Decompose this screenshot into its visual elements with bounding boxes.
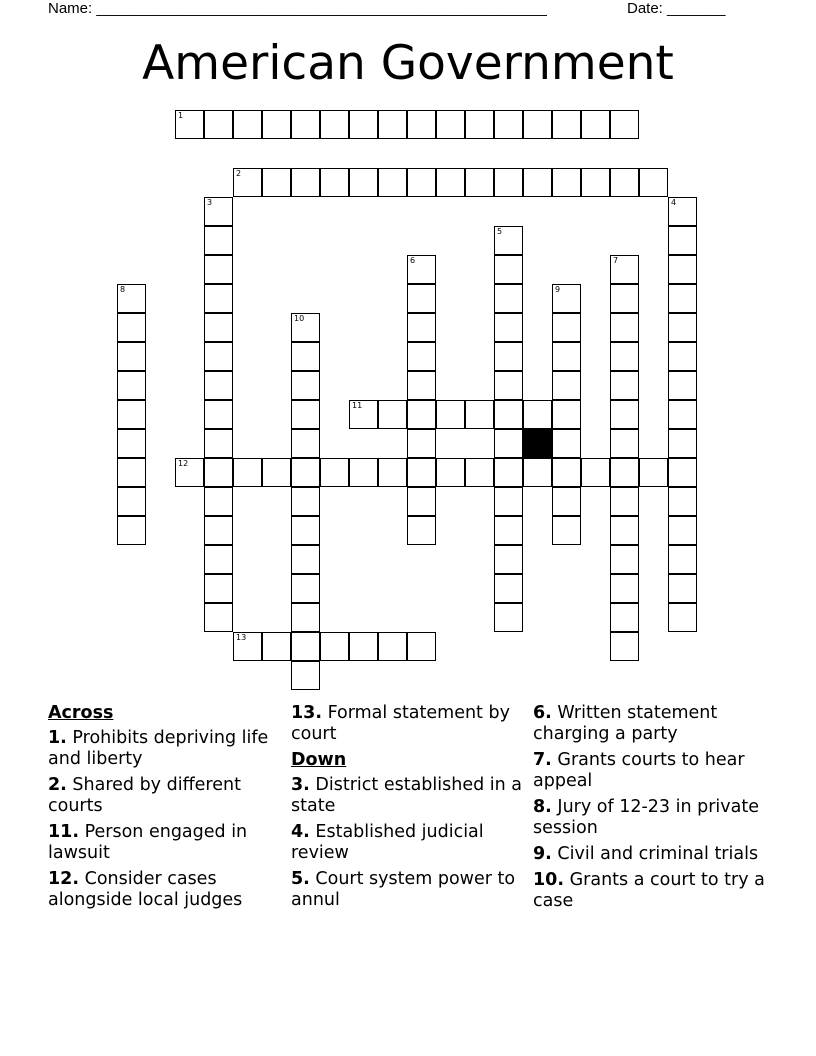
clue-text: Grants courts to hear appeal [533, 750, 745, 791]
grid-cell[interactable] [610, 516, 639, 545]
grid-cell[interactable] [204, 400, 233, 429]
grid-cell[interactable] [378, 168, 407, 197]
grid-cell[interactable] [204, 226, 233, 255]
grid-cell[interactable] [465, 458, 494, 487]
clue-column-2 [291, 703, 526, 916]
grid-cell[interactable] [523, 458, 552, 487]
cell-number: 4 [671, 198, 677, 207]
grid-cell[interactable] [291, 110, 320, 139]
grid-cell[interactable] [494, 110, 523, 139]
grid-cell[interactable] [552, 313, 581, 342]
grid-cell[interactable] [668, 487, 697, 516]
clue-number: 10. [533, 870, 565, 890]
cell-number: 10 [294, 314, 305, 323]
grid-cell[interactable] [117, 458, 146, 487]
grid-cell[interactable] [117, 400, 146, 429]
grid-cell[interactable] [668, 197, 697, 226]
grid-cell[interactable] [291, 429, 320, 458]
grid-cell[interactable] [291, 313, 320, 342]
clue-text: Civil and criminal trials [557, 844, 759, 864]
grid-cell[interactable] [494, 574, 523, 603]
grid-cell[interactable] [668, 255, 697, 284]
grid-cell[interactable] [349, 168, 378, 197]
clue-down-8 [533, 797, 768, 839]
grid-cell[interactable] [291, 603, 320, 632]
grid-cell[interactable] [262, 168, 291, 197]
clue-text: Court system power to annul [291, 869, 516, 910]
grid-cell[interactable] [610, 371, 639, 400]
grid-cell[interactable] [494, 487, 523, 516]
grid-cell[interactable] [610, 574, 639, 603]
grid-cell[interactable] [407, 371, 436, 400]
grid-cell[interactable] [610, 603, 639, 632]
grid-cell[interactable] [436, 110, 465, 139]
clue-number: 4. [291, 822, 310, 842]
grid-cell[interactable] [610, 545, 639, 574]
clue-text: Prohibits depriving life and liberty [48, 728, 269, 769]
grid-cell[interactable] [233, 110, 262, 139]
grid-cell[interactable] [610, 313, 639, 342]
clue-number: 5. [291, 869, 310, 889]
grid-cell[interactable] [407, 284, 436, 313]
clue-number: 3. [291, 775, 310, 795]
clue-text: Grants a court to try a case [533, 870, 765, 911]
grid-cell[interactable] [610, 110, 639, 139]
cell-number: 6 [410, 256, 416, 265]
clue-column-3 [533, 703, 768, 917]
grid-cell[interactable] [668, 574, 697, 603]
grid-cell[interactable] [552, 400, 581, 429]
grid-cell[interactable] [378, 632, 407, 661]
clue-text: Established judicial review [291, 822, 484, 863]
clue-number: 1. [48, 728, 67, 748]
grid-cell[interactable] [581, 168, 610, 197]
grid-cell[interactable] [494, 458, 523, 487]
clue-text: Formal statement by court [291, 703, 510, 744]
grid-cell[interactable] [610, 168, 639, 197]
grid-cell[interactable] [552, 168, 581, 197]
grid-cell[interactable] [233, 168, 262, 197]
grid-cell[interactable] [610, 284, 639, 313]
clue-across-12 [48, 869, 283, 911]
grid-cell[interactable] [494, 313, 523, 342]
grid-cell[interactable] [407, 168, 436, 197]
grid-cell[interactable] [262, 632, 291, 661]
clue-across-13 [291, 703, 526, 745]
grid-cell[interactable] [117, 429, 146, 458]
grid-cell[interactable] [552, 516, 581, 545]
grid-cell[interactable] [407, 516, 436, 545]
grid-cell[interactable] [552, 342, 581, 371]
grid-cell[interactable] [668, 545, 697, 574]
grid-cell[interactable] [552, 458, 581, 487]
grid-cell[interactable] [494, 342, 523, 371]
grid-cell[interactable] [465, 168, 494, 197]
grid-cell[interactable] [494, 545, 523, 574]
clue-down-4 [291, 822, 526, 864]
clue-number: 8. [533, 797, 552, 817]
clue-text: District established in a state [291, 775, 523, 816]
clue-across-1 [48, 728, 283, 770]
grid-cell[interactable] [233, 632, 262, 661]
clue-number: 13. [291, 703, 323, 723]
grid-cell[interactable] [117, 487, 146, 516]
cell-number: 7 [613, 256, 619, 265]
grid-cell[interactable] [378, 400, 407, 429]
grid-cell[interactable] [204, 487, 233, 516]
grid-cell[interactable] [407, 632, 436, 661]
grid-cell[interactable] [668, 313, 697, 342]
grid-cell[interactable] [291, 661, 320, 690]
cell-number: 3 [207, 198, 213, 207]
grid-cell[interactable] [523, 168, 552, 197]
grid-cell[interactable] [494, 284, 523, 313]
cell-number: 13 [236, 633, 247, 642]
grid-cell[interactable] [291, 400, 320, 429]
name-field[interactable]: Name: ______________________________________________________ [48, 0, 547, 17]
grid-cell[interactable] [668, 458, 697, 487]
grid-cell[interactable] [668, 342, 697, 371]
grid-cell[interactable] [639, 168, 668, 197]
grid-cell[interactable] [291, 632, 320, 661]
grid-cell[interactable] [668, 603, 697, 632]
clue-across-2 [48, 775, 283, 817]
grid-cell[interactable] [291, 371, 320, 400]
page-title: American Government [142, 36, 674, 91]
grid-cell[interactable] [668, 284, 697, 313]
grid-cell[interactable] [668, 429, 697, 458]
grid-cell[interactable] [610, 632, 639, 661]
clue-number: 9. [533, 844, 552, 864]
cell-number: 11 [352, 401, 363, 410]
grid-cell[interactable] [552, 487, 581, 516]
grid-cell[interactable] [378, 458, 407, 487]
grid-cell[interactable] [117, 516, 146, 545]
clue-number: 7. [533, 750, 552, 770]
clue-text: Consider cases alongside local judges [48, 869, 243, 910]
cell-number: 1 [178, 111, 184, 120]
grid-cell[interactable] [494, 226, 523, 255]
grid-cell[interactable] [204, 429, 233, 458]
clue-number: 11. [48, 822, 80, 842]
grid-cell[interactable] [349, 400, 378, 429]
grid-cell[interactable] [668, 226, 697, 255]
grid-cell[interactable] [523, 110, 552, 139]
grid-cell[interactable] [117, 342, 146, 371]
grid-cell[interactable] [117, 371, 146, 400]
grid-cell[interactable] [291, 574, 320, 603]
grid-cell[interactable] [552, 429, 581, 458]
grid-cell[interactable] [610, 487, 639, 516]
grid-cell[interactable] [291, 342, 320, 371]
black-cell [523, 429, 552, 458]
grid-cell[interactable] [204, 255, 233, 284]
across-heading: Across [48, 703, 114, 723]
grid-cell[interactable] [639, 458, 668, 487]
grid-cell[interactable] [494, 255, 523, 284]
grid-cell[interactable] [320, 458, 349, 487]
clue-text: Written statement charging a party [533, 703, 718, 744]
grid-cell[interactable] [204, 545, 233, 574]
grid-cell[interactable] [349, 110, 378, 139]
grid-cell[interactable] [494, 516, 523, 545]
grid-cell[interactable] [378, 110, 407, 139]
grid-cell[interactable] [581, 110, 610, 139]
grid-cell[interactable] [523, 400, 552, 429]
cell-number: 8 [120, 285, 126, 294]
grid-cell[interactable] [204, 458, 233, 487]
clue-number: 6. [533, 703, 552, 723]
grid-cell[interactable] [204, 342, 233, 371]
clue-number: 2. [48, 775, 67, 795]
grid-cell[interactable] [581, 458, 610, 487]
grid-cell[interactable] [407, 458, 436, 487]
grid-cell[interactable] [204, 603, 233, 632]
grid-cell[interactable] [291, 545, 320, 574]
grid-cell[interactable] [175, 458, 204, 487]
clue-down-5 [291, 869, 526, 911]
grid-cell[interactable] [494, 429, 523, 458]
grid-cell[interactable] [610, 255, 639, 284]
grid-cell[interactable] [552, 110, 581, 139]
grid-cell[interactable] [262, 110, 291, 139]
grid-cell[interactable] [233, 458, 262, 487]
clue-down-9 [533, 844, 768, 865]
clue-down-7 [533, 750, 768, 792]
grid-cell[interactable] [320, 632, 349, 661]
grid-cell[interactable] [494, 603, 523, 632]
grid-cell[interactable] [668, 516, 697, 545]
cell-number: 9 [555, 285, 561, 294]
grid-cell[interactable] [610, 458, 639, 487]
clue-across-11 [48, 822, 283, 864]
clue-text: Person engaged in lawsuit [48, 822, 248, 863]
grid-cell[interactable] [610, 429, 639, 458]
cell-number: 2 [236, 169, 242, 178]
grid-cell[interactable] [407, 487, 436, 516]
grid-cell[interactable] [552, 371, 581, 400]
clue-text: Jury of 12-23 in private session [533, 797, 760, 838]
grid-cell[interactable] [204, 371, 233, 400]
clue-down-10 [533, 870, 768, 912]
grid-cell[interactable] [320, 168, 349, 197]
grid-cell[interactable] [610, 342, 639, 371]
grid-cell[interactable] [436, 168, 465, 197]
grid-cell[interactable] [204, 313, 233, 342]
grid-cell[interactable] [291, 516, 320, 545]
clue-column-1 [48, 703, 283, 916]
grid-cell[interactable] [494, 371, 523, 400]
grid-cell[interactable] [204, 284, 233, 313]
grid-cell[interactable] [117, 284, 146, 313]
clue-text: Shared by different courts [48, 775, 241, 816]
date-field[interactable]: Date: _______ [627, 0, 726, 17]
grid-cell[interactable] [349, 458, 378, 487]
grid-cell[interactable] [407, 400, 436, 429]
grid-cell[interactable] [204, 197, 233, 226]
grid-cell[interactable] [494, 400, 523, 429]
grid-cell[interactable] [407, 429, 436, 458]
grid-cell[interactable] [320, 110, 349, 139]
grid-cell[interactable] [436, 400, 465, 429]
clue-down-6 [533, 703, 768, 745]
grid-cell[interactable] [552, 284, 581, 313]
clue-number: 12. [48, 869, 80, 889]
grid-cell[interactable] [407, 110, 436, 139]
grid-cell[interactable] [204, 516, 233, 545]
grid-cell[interactable] [465, 400, 494, 429]
grid-cell[interactable] [291, 487, 320, 516]
down-heading: Down [291, 750, 347, 770]
grid-cell[interactable] [262, 458, 291, 487]
clue-down-3 [291, 775, 526, 817]
grid-cell[interactable] [175, 110, 204, 139]
grid-cell[interactable] [349, 632, 378, 661]
grid-cell[interactable] [117, 313, 146, 342]
grid-cell[interactable] [291, 458, 320, 487]
cell-number: 5 [497, 227, 503, 236]
grid-cell[interactable] [465, 110, 494, 139]
grid-cell[interactable] [407, 313, 436, 342]
grid-cell[interactable] [204, 574, 233, 603]
grid-cell[interactable] [494, 168, 523, 197]
grid-cell[interactable] [407, 255, 436, 284]
grid-cell[interactable] [668, 400, 697, 429]
grid-cell[interactable] [204, 110, 233, 139]
grid-cell[interactable] [610, 400, 639, 429]
grid-cell[interactable] [668, 371, 697, 400]
grid-cell[interactable] [436, 458, 465, 487]
grid-cell[interactable] [407, 342, 436, 371]
cell-number: 12 [178, 459, 189, 468]
grid-cell[interactable] [291, 168, 320, 197]
